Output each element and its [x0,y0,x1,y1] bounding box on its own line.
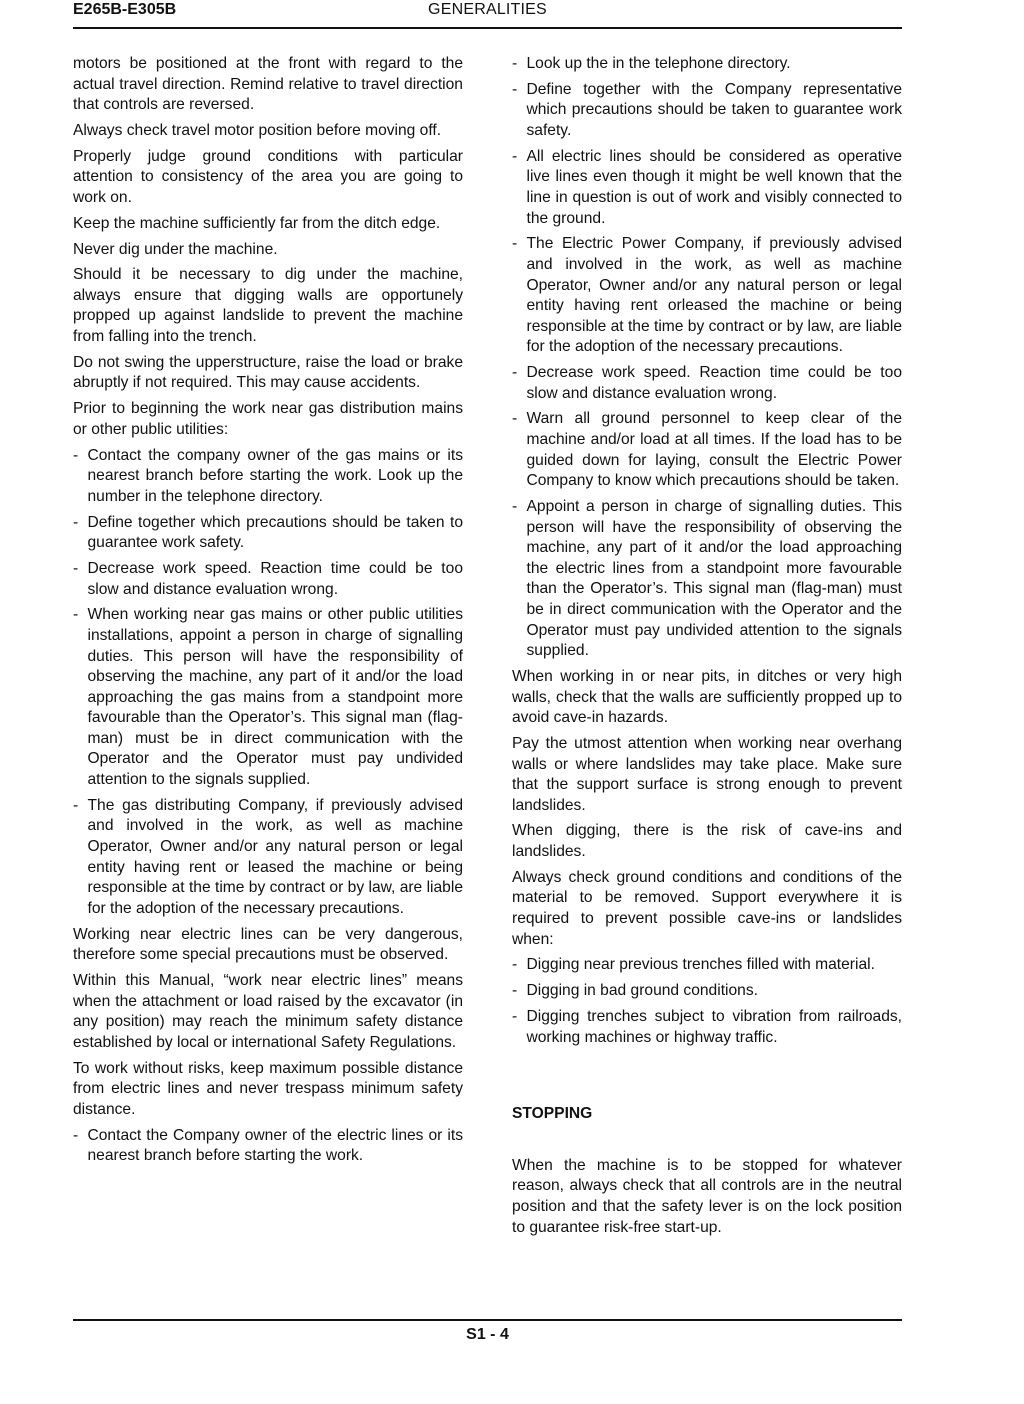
section-title: GENERALITIES [428,1,547,18]
paragraph: Working near electric lines can be very dangerous, therefore some special precautions must be observed. [73,925,463,964]
paragraph: motors be positioned at the front with regard to the actual travel direction. Remind relative to travel direction that controls are reversed. [73,55,463,114]
list-item: - Digging trenches subject to vibration from railroads, working machines or highway traffic. [512,1007,902,1048]
list-item: - Define together which precautions should be taken to guarantee work safety. [73,513,463,554]
list-item: - Define together with the Company representative which precautions should be taken to guarantee work safety. [512,80,902,142]
list-item: - Digging in bad ground conditions. [512,981,902,1002]
paragraph: Should it be necessary to dig under the machine, always ensure that digging walls are opportunely propped up against landslide to prevent the machine from falling into the trench. [73,266,463,346]
paragraph: Never dig under the machine. [73,240,278,258]
digging-conditions-list [512,955,902,1048]
gas-precautions-list [73,446,463,920]
list-item: - Appoint a person in charge of signalling duties. This person will have the responsibility of observing the machine, any part of it and/or the load approaching the electric lines from a standpoint more favourable than the Operator’s. This signal man (flag-man) must be in direct communication with the Operator and the Operator must pay undivided attention to the signals supplied. [512,497,902,662]
paragraph: When the machine is to be stopped for whatever reason, always check that all controls are in the neutral position and that the safety lever is on the lock position to guarantee risk-free start-up. [512,1156,902,1236]
paragraph: To work without risks, keep maximum possible distance from electric lines and never trespass minimum safety distance. [73,1059,463,1118]
list-item: - Decrease work speed. Reaction time could be too slow and distance evaluation wrong. [73,559,463,600]
model-code: E265B-E305B [73,1,177,18]
paragraph: Always check ground conditions and conditions of the material to be removed. Support everywhere it is required to prevent possible cave-ins or landslides when: [512,868,902,948]
paragraph: Properly judge ground conditions with particular attention to consistency of the area you are going to work on. [73,147,463,206]
page-number: S1 - 4 [466,1326,509,1343]
list-item: - All electric lines should be considered as operative live lines even though it might be well known that the line in question is out of work and visibly connected to the ground. [512,147,902,229]
list-item: - Contact the company owner of the gas mains or its nearest branch before starting the work. Look up the number in the telephone directory. [73,446,463,508]
page-header [73,0,902,29]
list-item: - When working near gas mains or other public utilities installations, appoint a person in charge of signalling duties. This person will have the responsibility of observing the machine, any part of it and/or the load approaching the gas mains from a standpoint more favourable than the Operator’s. This signal man (flag-man) must be in direct communication with the Operator and the Operator must pay undivided attention to the signals supplied. [73,605,463,790]
list-item: - Look up the in the telephone directory. [512,54,902,75]
electric-precautions-list [512,54,902,662]
list-item: - The gas distributing Company, if previously advised and involved in the work, as well as machine Operator, Owner and/or any natural person or legal entity having rent or leased the machine or being responsible at the time by contract or by law, are liable for the adoption of the necessary precautions. [73,796,463,920]
list-item: - The Electric Power Company, if previously advised and involved in the work, as well as machine Operator, Owner and/or any natural person or legal entity having rent orleased the machine or being responsible at the time by contract or by law, are liable for the adoption of the necessary precautions. [512,234,902,358]
electric-precautions-list-start [73,1126,463,1167]
paragraph: When working in or near pits, in ditches or very high walls, check that the walls are sufficiently propped up to avoid cave-in hazards. [512,667,902,727]
list-item: - Warn all ground personnel to keep clear of the machine and/or load at all times. If the load has to be guided down for laying, consult the Electric Power Company to know which precautions should be taken. [512,409,902,491]
paragraph: Pay the utmost attention when working near overhang walls or where landslides may take place. Make sure that the support surface is strong enough to prevent landslides. [512,734,902,814]
list-item: - Digging near previous trenches filled with material. [512,955,902,976]
left-column [73,54,463,1172]
list-item: - Contact the Company owner of the electric lines or its nearest branch before starting the work. [73,1126,463,1167]
paragraph: Within this Manual, “work near electric lines” means when the attachment or load raised by the excavator (in any position) may reach the minimum safety distance established by local or international Safety Regulations. [73,971,463,1051]
paragraph: Prior to beginning the work near gas distribution mains or other public utilities: [73,400,463,438]
paragraph: Always check travel motor position before moving off. [73,121,442,139]
stopping-heading: STOPPING [512,1105,593,1123]
list-item: - Decrease work speed. Reaction time could be too slow and distance evaluation wrong. [512,363,902,404]
paragraph: Do not swing the upperstructure, raise the load or brake abruptly if not required. This may cause accidents. [73,353,463,392]
right-column [512,54,902,1243]
paragraph: Keep the machine sufficiently far from the ditch edge. [73,214,441,232]
footer-divider [73,1319,902,1321]
paragraph: When digging, there is the risk of cave-ins and landslides. [512,822,902,861]
